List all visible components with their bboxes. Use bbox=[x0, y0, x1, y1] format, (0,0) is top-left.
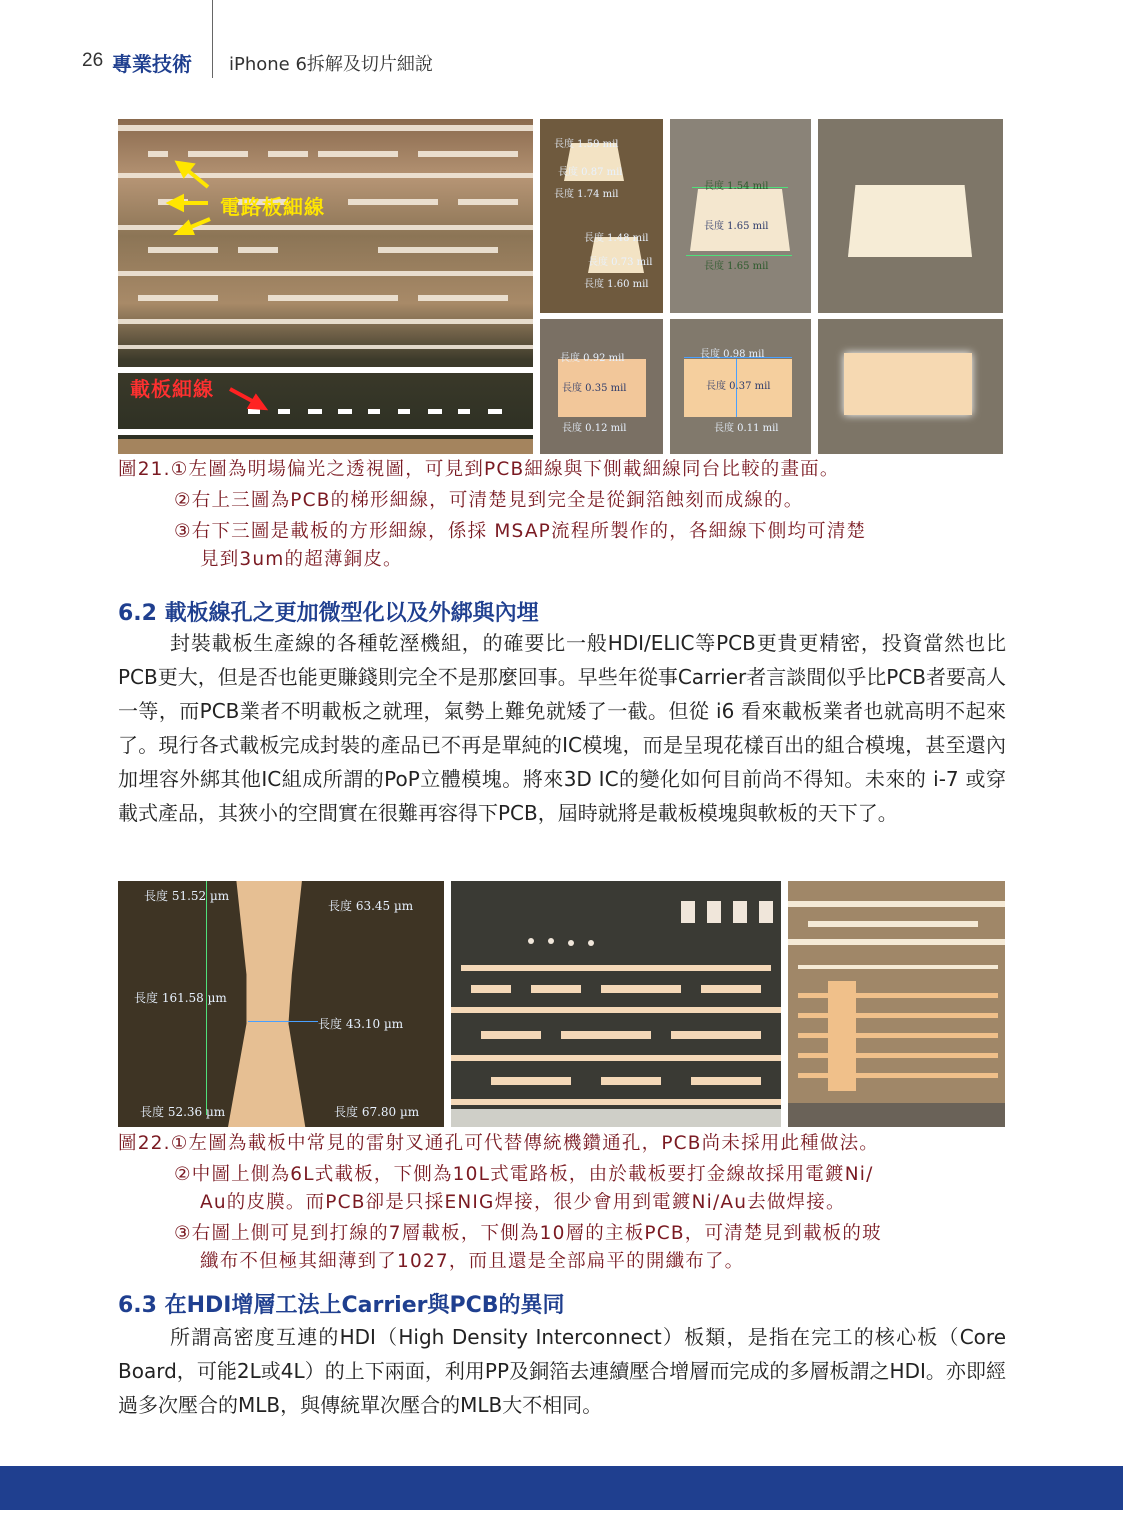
caption-item: 見到3um的超薄銅皮。 bbox=[200, 549, 403, 570]
carrier-fine-lines-label: 載板細線 bbox=[130, 377, 214, 401]
footer-bar bbox=[0, 1466, 1123, 1510]
measure-label: 長度 0.92 mil bbox=[560, 353, 625, 364]
section-label: 專業技術 bbox=[112, 52, 192, 76]
measure-label: 長度 67.80 µm bbox=[334, 1105, 420, 1119]
measure-line bbox=[686, 255, 792, 256]
caption-number: 圖22. bbox=[118, 1133, 171, 1154]
fig22-middle-micrograph bbox=[451, 881, 781, 1127]
measure-label: 長度 1.59 mil bbox=[554, 139, 619, 150]
fig22-middle-drawing bbox=[451, 881, 781, 1127]
fig21-bottom-micrograph-2 bbox=[670, 319, 811, 454]
caption-line bbox=[118, 456, 1008, 484]
measure-label: 長度 1.65 mil bbox=[704, 221, 769, 232]
measure-label: 長度 51.52 µm bbox=[144, 889, 230, 903]
measure-line bbox=[248, 1021, 318, 1022]
running-title: iPhone 6拆解及切片細說 bbox=[229, 54, 433, 75]
measure-label: 長度 1.48 mil bbox=[584, 233, 649, 244]
measure-label: 長度 43.10 µm bbox=[318, 1017, 404, 1031]
section-heading-6-2: 6.2 載板線孔之更加微型化以及外綁與內埋 bbox=[118, 601, 539, 626]
measure-label: 長度 0.73 mil bbox=[588, 257, 653, 268]
measure-label: 長度 1.74 mil bbox=[554, 189, 619, 200]
fig21-bottom-micrograph-1 bbox=[540, 319, 663, 454]
fig22-caption bbox=[118, 1130, 1008, 1276]
measure-label: 長度 0.35 mil bbox=[562, 383, 627, 394]
body-paragraph: 所謂高密度互連的HDI（High Density Interconnect）板類，是指在完工的核心板（Core Board，可能2L或4L）的上下兩面，利用PP及銅箔去連續壓合增層而完成的多層板謂之HDI。亦即經過多次壓合的MLB，與傳統單次壓合的MLB大不相同。 bbox=[118, 1325, 1006, 1417]
caption-item: ③右圖上側可見到打線的7層載板，下側為10層的主板PCB，可清楚見到載板的玻 bbox=[174, 1223, 882, 1244]
page-number: 26 bbox=[82, 50, 104, 71]
caption-line bbox=[118, 1130, 1008, 1158]
section-6-3-body bbox=[118, 1320, 1006, 1422]
measure-label: 長度 1.65 mil bbox=[704, 261, 769, 272]
fig21-top-micrograph-1 bbox=[540, 119, 663, 313]
measure-label: 長度 0.12 mil bbox=[562, 423, 627, 434]
measure-label: 長度 161.58 µm bbox=[134, 991, 227, 1005]
fig21-top-micrograph-2 bbox=[670, 119, 811, 313]
fig22-left-micrograph bbox=[118, 881, 444, 1127]
fig21-top-micrograph-3 bbox=[818, 119, 1003, 313]
measure-label: 長度 0.98 mil bbox=[700, 349, 765, 360]
measure-label: 長度 0.11 mil bbox=[714, 423, 779, 434]
fig21-caption bbox=[118, 456, 1008, 574]
caption-item: ②右上三圖為PCB的梯形細線，可清楚見到完全是從銅箔蝕刻而成線的。 bbox=[174, 490, 804, 511]
caption-item: ①左圖為載板中常見的雷射叉通孔可代替傳統機鑽通孔，PCB尚未採用此種做法。 bbox=[170, 1133, 879, 1154]
caption-item: Au的皮膜。而PCB卻是只採ENIG焊接，很少會用到電鍍Ni/Au去做焊接。 bbox=[200, 1192, 846, 1213]
caption-item: 纖布不但極其細薄到了1027，而且還是全部扁平的開纖布了。 bbox=[200, 1251, 745, 1272]
header-divider bbox=[212, 0, 213, 78]
section-heading-6-3: 6.3 在HDI增層工法上Carrier與PCB的異同 bbox=[118, 1293, 565, 1318]
measure-label: 長度 1.60 mil bbox=[584, 279, 649, 290]
caption-number: 圖21. bbox=[118, 459, 171, 480]
measure-label: 長度 1.54 mil bbox=[704, 181, 769, 192]
caption-item: ③右下三圖是載板的方形細線，係採 MSAP流程所製作的，各細線下側均可清楚 bbox=[174, 521, 867, 542]
page-header bbox=[0, 0, 1123, 80]
fig22-right-micrograph bbox=[788, 881, 1005, 1127]
caption-item: ②中圖上側為6L式載板，下側為10L式電路板，由於載板要打金線故採用電鍍Ni/ bbox=[174, 1164, 874, 1185]
measure-label: 長度 52.36 µm bbox=[140, 1105, 226, 1119]
fig21-left-micrograph bbox=[118, 119, 533, 454]
measure-label: 長度 0.87 mil bbox=[558, 167, 623, 178]
pcb-fine-lines-label: 電路板細線 bbox=[220, 195, 325, 219]
section-6-2-body bbox=[118, 626, 1006, 830]
measure-label: 長度 0.37 mil bbox=[706, 381, 771, 392]
measure-label: 長度 63.45 µm bbox=[328, 899, 414, 913]
fig22-right-drawing bbox=[788, 881, 1005, 1127]
fig21-bottom-micrograph-3 bbox=[818, 319, 1003, 454]
body-paragraph: 封裝載板生產線的各種乾溼機組，的確要比一般HDI/ELIC等PCB更貴更精密，投資當然也比PCB更大，但是否也能更賺錢則完全不是那麼回事。早些年從事Carrier者言談間似乎比PCB者要高人一等，而PCB業者不明載板之就理，氣勢上難免就矮了一截。但從 i6 看來載板業者也就高明不起來了。現行各式載板完成封裝的產品已不再是單純的IC模塊，而是呈現花樣百出的組合模塊，甚至還內加埋容外綁其他IC組成所謂的PoP立體模塊。將來3D IC的變化如何目前尚不得知。未來的 i-7 或穿載式產品，其狹小的空間實在很難再容得下PCB，屆時就將是載板模塊與軟板的天下了。 bbox=[118, 631, 1006, 825]
caption-item: ①左圖為明場偏光之透視圖，可見到PCB細線與下側載細線同台比較的畫面。 bbox=[170, 459, 840, 480]
fig21-left-drawing bbox=[118, 119, 533, 454]
